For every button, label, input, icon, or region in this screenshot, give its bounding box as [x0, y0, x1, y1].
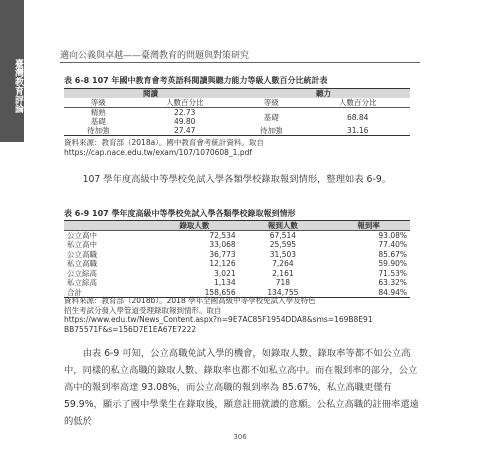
- table2-cell: 77.40%: [378, 240, 407, 250]
- table2-cell: 85.67%: [378, 249, 407, 259]
- table2-row: [64, 231, 410, 241]
- table1-group-reading: 閱讀: [64, 89, 237, 99]
- table1-col-level: 等級: [64, 98, 132, 108]
- table2-cell: 12,126: [209, 259, 236, 269]
- table2-source-line: 資料來源：教育部（2018b）。2018 學年全國高級中等學校免試入學及特色: [64, 296, 316, 305]
- table2-cell: 私立綜高: [67, 278, 97, 288]
- header-rule: [60, 62, 420, 63]
- table2-cell: 134,755: [267, 287, 299, 297]
- table1-cell: 31.16: [346, 126, 369, 136]
- table2-header-rate: 報到率: [327, 221, 410, 231]
- table2-source-line: https://www.edu.tw/News_Content.aspx?n=9E7AC85F1954DDA8&sms=169B8E91: [64, 315, 373, 324]
- table1-cell: 待加強: [259, 126, 283, 136]
- table2-row: [64, 278, 410, 288]
- table1-group-listening: 聽力: [237, 89, 410, 99]
- table2-cell: 7,264: [272, 259, 294, 269]
- table2-cell: 72,534: [209, 231, 236, 240]
- table2-cell: 158,656: [204, 287, 236, 297]
- table1-source-url: https://cap.nace.edu.tw/exam/107/1070608_1.pdf: [64, 147, 252, 157]
- chapter-side-tab: 臺灣教育評論: [0, 0, 24, 142]
- table1-cell: 27.47: [173, 126, 196, 136]
- table1: [64, 88, 410, 136]
- table1-cell: 待加強: [86, 126, 110, 136]
- table2-cell: 1,134: [214, 278, 236, 288]
- table1-col-level-2: 等級: [237, 98, 305, 108]
- table2-cell: 84.94%: [378, 287, 407, 297]
- table2-cell: 私立高中: [67, 240, 97, 250]
- table1-cell: 精熟: [90, 108, 106, 117]
- table2-cell: 私立高職: [67, 259, 97, 269]
- table2-header-blank: [64, 221, 150, 231]
- table2-caption: 表 6-9 107 學年度高級中等學校免試入學各類學校錄取報到情形: [64, 209, 296, 218]
- paragraph-2: 由表 6-9 可知，公立高職免試入學的機會，如錄取人數、錄取率等都不如公立高中，同樣的私立高職的錄取人數、錄取率也都不如私立高中。而在報到率的部分，公立高中的報到率高達 93.08%，而公立高職的報到率為 85.67%，私立高職更僅有 59.9%，顯示了國中學業生在錄取後，顯意註冊就讀的意願。公私立高職的註冊率還遠的低於: [64, 348, 419, 427]
- table2-cell: 公立綜高: [67, 268, 97, 278]
- table2-source-line: 招生考試分發入學管道受理錄取報到情形。取自: [64, 305, 222, 315]
- table2-row: [64, 250, 410, 260]
- table2-cell: 25,595: [269, 240, 297, 250]
- paragraph-1: 107 學年度高級中等學校免試入學各類學校錄取報到情形，整理如表 6-9。: [82, 174, 392, 185]
- table1-col-pct-2: 人數百分比: [305, 98, 410, 108]
- table2-cell: 36,773: [209, 249, 236, 259]
- table2-cell: 93.08%: [378, 231, 407, 240]
- table2-row: [64, 269, 410, 279]
- table2-source-line: BB75571F&s=156D7E1EA67E7222: [64, 324, 197, 334]
- table1-cell: 49.80: [173, 117, 196, 127]
- table1-row: [64, 126, 410, 136]
- running-header: 邁向公義與卓越——臺灣教育的問題與對策研究: [60, 51, 250, 61]
- table2-cell: 33,068: [209, 240, 236, 250]
- table1-col-pct: 人數百分比: [132, 98, 237, 108]
- table2-cell: 67,514: [269, 231, 297, 240]
- table2-cell: 公立高職: [67, 249, 97, 259]
- table2-cell: 3,021: [214, 268, 236, 278]
- table2-header-admitted: 錄取人數: [150, 221, 239, 231]
- table2: [64, 220, 410, 298]
- table2-cell: 71.53%: [378, 268, 407, 278]
- table2-source: [64, 296, 420, 334]
- table1-cell: 基礎: [263, 112, 279, 122]
- table1-source: [64, 138, 264, 157]
- table1-cell: 基礎: [90, 117, 106, 127]
- table2-header-enrolled: 報到人數: [239, 221, 328, 231]
- table1-row: [64, 108, 410, 118]
- table2-cell: 合計: [67, 287, 82, 297]
- table2-cell: 59.90%: [378, 259, 407, 269]
- table1-cell: 22.73: [173, 108, 196, 117]
- table2-row: [64, 240, 410, 250]
- table2-cell: 718: [275, 278, 291, 288]
- table2-row: [64, 259, 410, 269]
- table1-cell: 68.84: [346, 112, 369, 122]
- table2-cell: 63.32%: [378, 278, 407, 288]
- page-number: 306: [233, 433, 247, 441]
- table2-cell: 公立高中: [67, 231, 97, 240]
- table2-cell: 2,161: [272, 268, 294, 278]
- table1-caption: 表 6-8 107 年國中教育會考英語科閱讀與聽力能力等級人數百分比統計表: [64, 76, 328, 85]
- table2-cell: 31,503: [269, 249, 297, 259]
- table1-source-text: 資料來源：教育部（2018a）。國中教育會考統計資料。取自: [64, 138, 264, 147]
